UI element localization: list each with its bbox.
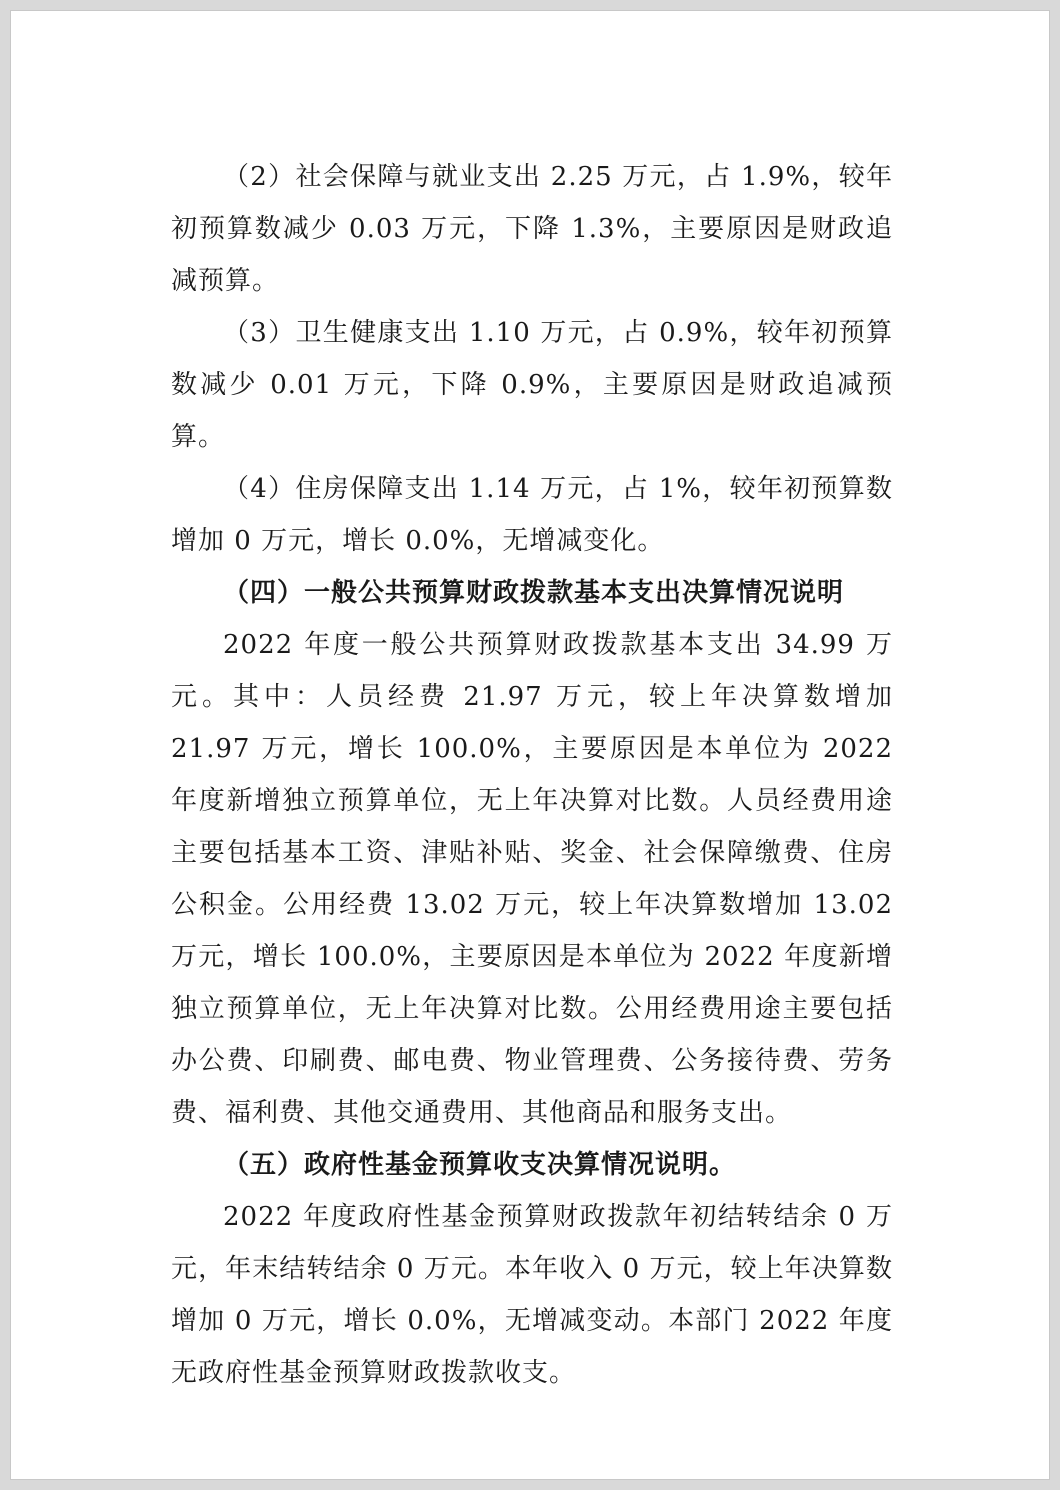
paragraph-housing: （4）住房保障支出 1.14 万元，占 1%，较年初预算数增加 0 万元，增长 0.0%，无增减变化。 <box>171 474 893 556</box>
paragraph-social-security: （2）社会保障与就业支出 2.25 万元，占 1.9%，较年初预算数减少 0.03 万元，下降 1.3%，主要原因是财政追减预算。 <box>171 162 893 296</box>
paragraph-government-fund: 2022 年度政府性基金预算财政拨款年初结转结余 0 万元，年末结转结余 0 万元。本年收入 0 万元，较上年决算数增加 0 万元，增长 0.0%，无增减变动。本部门 2022 年度无政府性基金预算财政拨款收支。 <box>171 1202 893 1388</box>
section-heading-4: （四）一般公共预算财政拨款基本支出决算情况说明 <box>223 578 845 608</box>
document-page <box>10 10 1050 1480</box>
document-body <box>171 151 893 1399</box>
paragraph-health: （3）卫生健康支出 1.10 万元，占 0.9%，较年初预算数减少 0.01 万元，下降 0.9%，主要原因是财政追减预算。 <box>171 318 893 452</box>
paragraph-basic-expenditure: 2022 年度一般公共预算财政拨款基本支出 34.99 万元。其中：人员经费 21.97 万元，较上年决算数增加 21.97 万元，增长 100.0%，主要原因是本单位为 2022 年度新增独立预算单位，无上年决算对比数。人员经费用途主要包括基本工资、津贴补贴、奖金、社会保障缴费、住房公积金。公用经费 13.02 万元，较上年决算数增加 13.02 万元，增长 100.0%，主要原因是本单位为 2022 年度新增独立预算单位，无上年决算对比数。公用经费用途主要包括办公费、印刷费、邮电费、物业管理费、公务接待费、劳务费、福利费、其他交通费用、其他商品和服务支出。 <box>171 630 893 1128</box>
section-heading-5: （五）政府性基金预算收支决算情况说明。 <box>223 1150 737 1180</box>
